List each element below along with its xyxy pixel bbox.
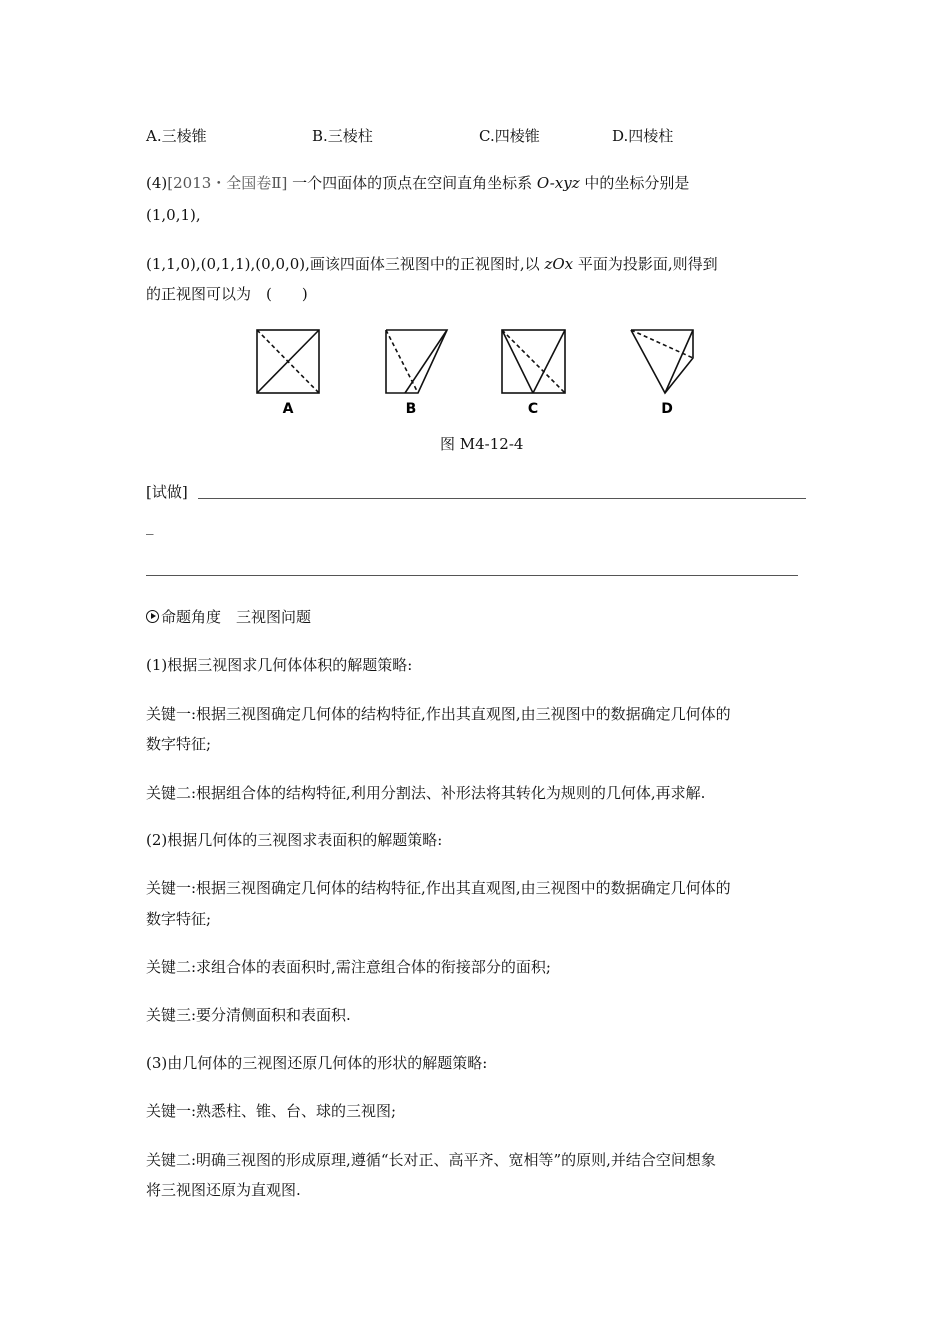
figure-caption: 图 M4-12-4: [440, 435, 524, 453]
view-d-label: D: [661, 401, 673, 417]
strategy-3-key-2: 关键二:明确三视图的形成原理,遵循“长对正、高平齐、宽相等”的原则,并结合空间想象: [146, 1151, 716, 1169]
question-4-line-4: 的正视图可以为 ( ): [146, 285, 308, 303]
projection-figures: [0, 320, 950, 430]
view-c-label: C: [527, 401, 539, 417]
strategy-2-key-3: 关键三:要分清侧面积和表面积.: [146, 1006, 351, 1024]
view-b-label: B: [405, 401, 417, 417]
answer-line-1[interactable]: [198, 498, 806, 499]
strategy-1-key-1: 关键一:根据三视图确定几何体的结构特征,作出其直观图,由三视图中的数据确定几何体的: [146, 705, 731, 723]
option-c: C.四棱锥: [479, 127, 540, 145]
strategy-2-key-1: 关键一:根据三视图确定几何体的结构特征,作出其直观图,由三视图中的数据确定几何体的: [146, 879, 731, 897]
question-4-line-3: (1,1,0),(0,1,1),(0,0,0),画该四面体三视图中的正视图时,以 zOx 平面为投影面,则得到: [146, 255, 718, 273]
strategy-1-heading: (1)根据三视图求几何体体积的解题策略:: [146, 656, 413, 674]
strategy-3-heading: (3)由几何体的三视图还原几何体的形状的解题策略:: [146, 1054, 488, 1072]
strategy-1-key-2: 关键二:根据组合体的结构特征,利用分割法、补形法将其转化为规则的几何体,再求解.: [146, 784, 706, 802]
strategy-1-key-1-cont: 数字特征;: [146, 735, 212, 753]
question-source: [2013・全国卷Ⅱ]: [167, 174, 288, 192]
view-d-drawing: [631, 330, 693, 393]
strategy-2-heading: (2)根据几何体的三视图求表面积的解题策略:: [146, 831, 443, 849]
strategy-3-key-2-cont: 将三视图还原为直观图.: [146, 1181, 301, 1199]
question-4-line-2: (1,0,1),: [146, 206, 201, 224]
option-b: B.三棱柱: [312, 127, 373, 145]
view-a-label: A: [282, 401, 294, 417]
option-d: D.四棱柱: [612, 127, 674, 145]
strategy-2-key-1-cont: 数字特征;: [146, 910, 212, 928]
strategy-2-key-2: 关键二:求组合体的表面积时,需注意组合体的衔接部分的面积;: [146, 958, 551, 976]
question-4-line-1: (4)[2013・全国卷Ⅱ] 一个四面体的顶点在空间直角坐标系 O-xyz 中的坐标分别是: [146, 174, 690, 192]
option-a: A.三棱锥: [146, 127, 207, 145]
section-heading: 命题角度 三视图问题: [146, 607, 311, 627]
view-a-drawing: [257, 330, 319, 393]
answer-line-2[interactable]: [146, 575, 798, 576]
play-circle-icon: [146, 610, 159, 623]
answer-dash: _: [146, 517, 154, 535]
trial-label: [试做]: [146, 483, 188, 501]
view-c-drawing: [502, 330, 565, 393]
strategy-3-key-1: 关键一:熟悉柱、锥、台、球的三视图;: [146, 1102, 397, 1120]
view-b-drawing: [386, 330, 447, 393]
